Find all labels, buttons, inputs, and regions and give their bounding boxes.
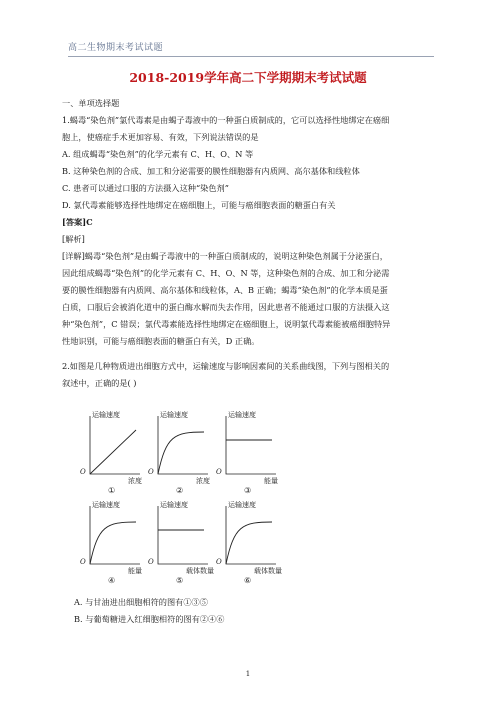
q2-options [74, 594, 224, 628]
page-number: 1 [245, 670, 251, 678]
graph-ylabel: 运输速度 [92, 411, 120, 419]
graph-curve [226, 522, 272, 564]
graph-axes [90, 416, 140, 474]
q2-option-a: A. 与甘油进出细胞相符的图有①③⑤ [74, 597, 208, 607]
graph-number: ⑤ [176, 576, 184, 585]
graph-axes [226, 416, 276, 474]
graph-axes [158, 506, 208, 564]
graph-ylabel: 运输速度 [160, 501, 188, 509]
graph-plot [216, 412, 278, 482]
graph-origin: O [216, 468, 222, 476]
q2-stem-line: 叙述中，正确的是( ) [62, 378, 137, 388]
graph-number: ⑥ [244, 576, 252, 585]
exam-title: 2018-2019学年高二下学期期末考试试题 [129, 70, 367, 85]
question-body [62, 95, 432, 392]
graph-5 [148, 501, 214, 585]
graph-xlabel: 载体数量 [186, 567, 214, 575]
graph-origin: O [148, 558, 154, 566]
graph-xlabel: 能量 [128, 567, 142, 575]
graph-origin: O [80, 468, 86, 476]
graph-plot [80, 502, 142, 572]
q1-analysis-label: [解析] [62, 234, 85, 244]
graph-origin: O [80, 558, 86, 566]
q1-stem-line: 1.蝎毒“染色剂”氯代毒素是由蝎子毒液中的一种蛋白质制成的，它可以选择性地绑定在癌细 [62, 115, 390, 125]
graph-ylabel: 运输速度 [228, 411, 256, 419]
graph-2 [148, 411, 210, 495]
header-rule [68, 56, 434, 57]
page-header: 高二生物期末考试试题 [68, 43, 164, 53]
q1-option-a: A. 组成蝎毒“染色剂”的化学元素有 C、H、O、N 等 [62, 149, 254, 159]
graph-ylabel: 运输速度 [92, 501, 120, 509]
graph-xlabel: 浓度 [196, 477, 210, 485]
q1-answer: [答案]C [62, 217, 93, 227]
graph-xlabel: 载体数量 [254, 567, 282, 575]
q1-explanation-line: 要的膜性细胞器有内质网、高尔基体和线粒体，A、B 正确；蝎毒“染色剂”的化学本质是蛋 [62, 285, 388, 295]
graph-axes [158, 416, 208, 474]
graph-4 [80, 501, 142, 585]
q1-option-c: C. 患者可以通过口服的方法摄入这种“染色剂” [62, 183, 229, 193]
q1-explanation-line: 因此组成蝎毒“染色剂”的化学元素有 C、H、O、N 等，这种染色剂的合成、加工和分泌需 [62, 268, 390, 278]
graph-number: ② [176, 486, 184, 495]
graph-curve [90, 522, 136, 564]
graph-curve [90, 430, 136, 474]
graph-number: ④ [108, 576, 116, 585]
q1-explanation-line: 白质，口服后会被消化道中的蛋白酶水解而失去作用，因此患者不能通过口服的方法摄入这 [62, 302, 390, 312]
graph-number: ① [108, 486, 116, 495]
graph-curve [158, 432, 204, 474]
graph-xlabel: 能量 [264, 477, 278, 485]
q1-explanation-line: [详解]蝎毒“染色剂”是由蝎子毒液中的一种蛋白质制成的，说明这种染色剂属于分泌蛋白， [62, 251, 388, 261]
graph-number: ③ [244, 486, 252, 495]
transport-graphs [80, 411, 282, 585]
section-heading: 一、单项选择题 [62, 98, 120, 108]
graph-plot [80, 412, 142, 482]
q1-explanation-line: 性地识别，可能与癌细胞表面的糖蛋白有关，D 正确。 [62, 336, 260, 346]
graph-axes [226, 506, 276, 564]
q1-option-b: B. 这种染色剂的合成、加工和分泌需要的膜性细胞器有内质网、高尔基体和线粒体 [62, 166, 360, 176]
graph-plot [148, 412, 210, 482]
graph-origin: O [216, 558, 222, 566]
q1-stem-line: 胞上，使癌症手术更加容易、有效，下列说法错误的是 [62, 132, 259, 142]
q1-option-d: D. 氯代毒素能够选择性地绑定在癌细胞上，可能与癌细胞表面的糖蛋白有关 [62, 200, 336, 210]
graph-6 [216, 501, 282, 585]
graph-3 [216, 411, 278, 495]
graph-ylabel: 运输速度 [160, 411, 188, 419]
graph-axes [90, 506, 140, 564]
q1-explanation-line: 种“染色剂”，C 错误；氯代毒素能选择性地绑定在癌细胞上，说明氯代毒素能被癌细胞特异 [62, 319, 391, 329]
q2-option-b: B. 与葡萄糖进入红细胞相符的图有②④⑥ [74, 614, 225, 624]
q2-stem-line: 2.如图是几种物质进出细胞方式中，运输速度与影响因素间的关系曲线图，下列与图相关的 [62, 361, 390, 371]
graph-ylabel: 运输速度 [228, 501, 256, 509]
graph-plot [216, 502, 278, 572]
graph-plot [148, 502, 210, 572]
graph-origin: O [148, 468, 154, 476]
graph-xlabel: 浓度 [128, 477, 142, 485]
graph-1 [80, 411, 142, 495]
